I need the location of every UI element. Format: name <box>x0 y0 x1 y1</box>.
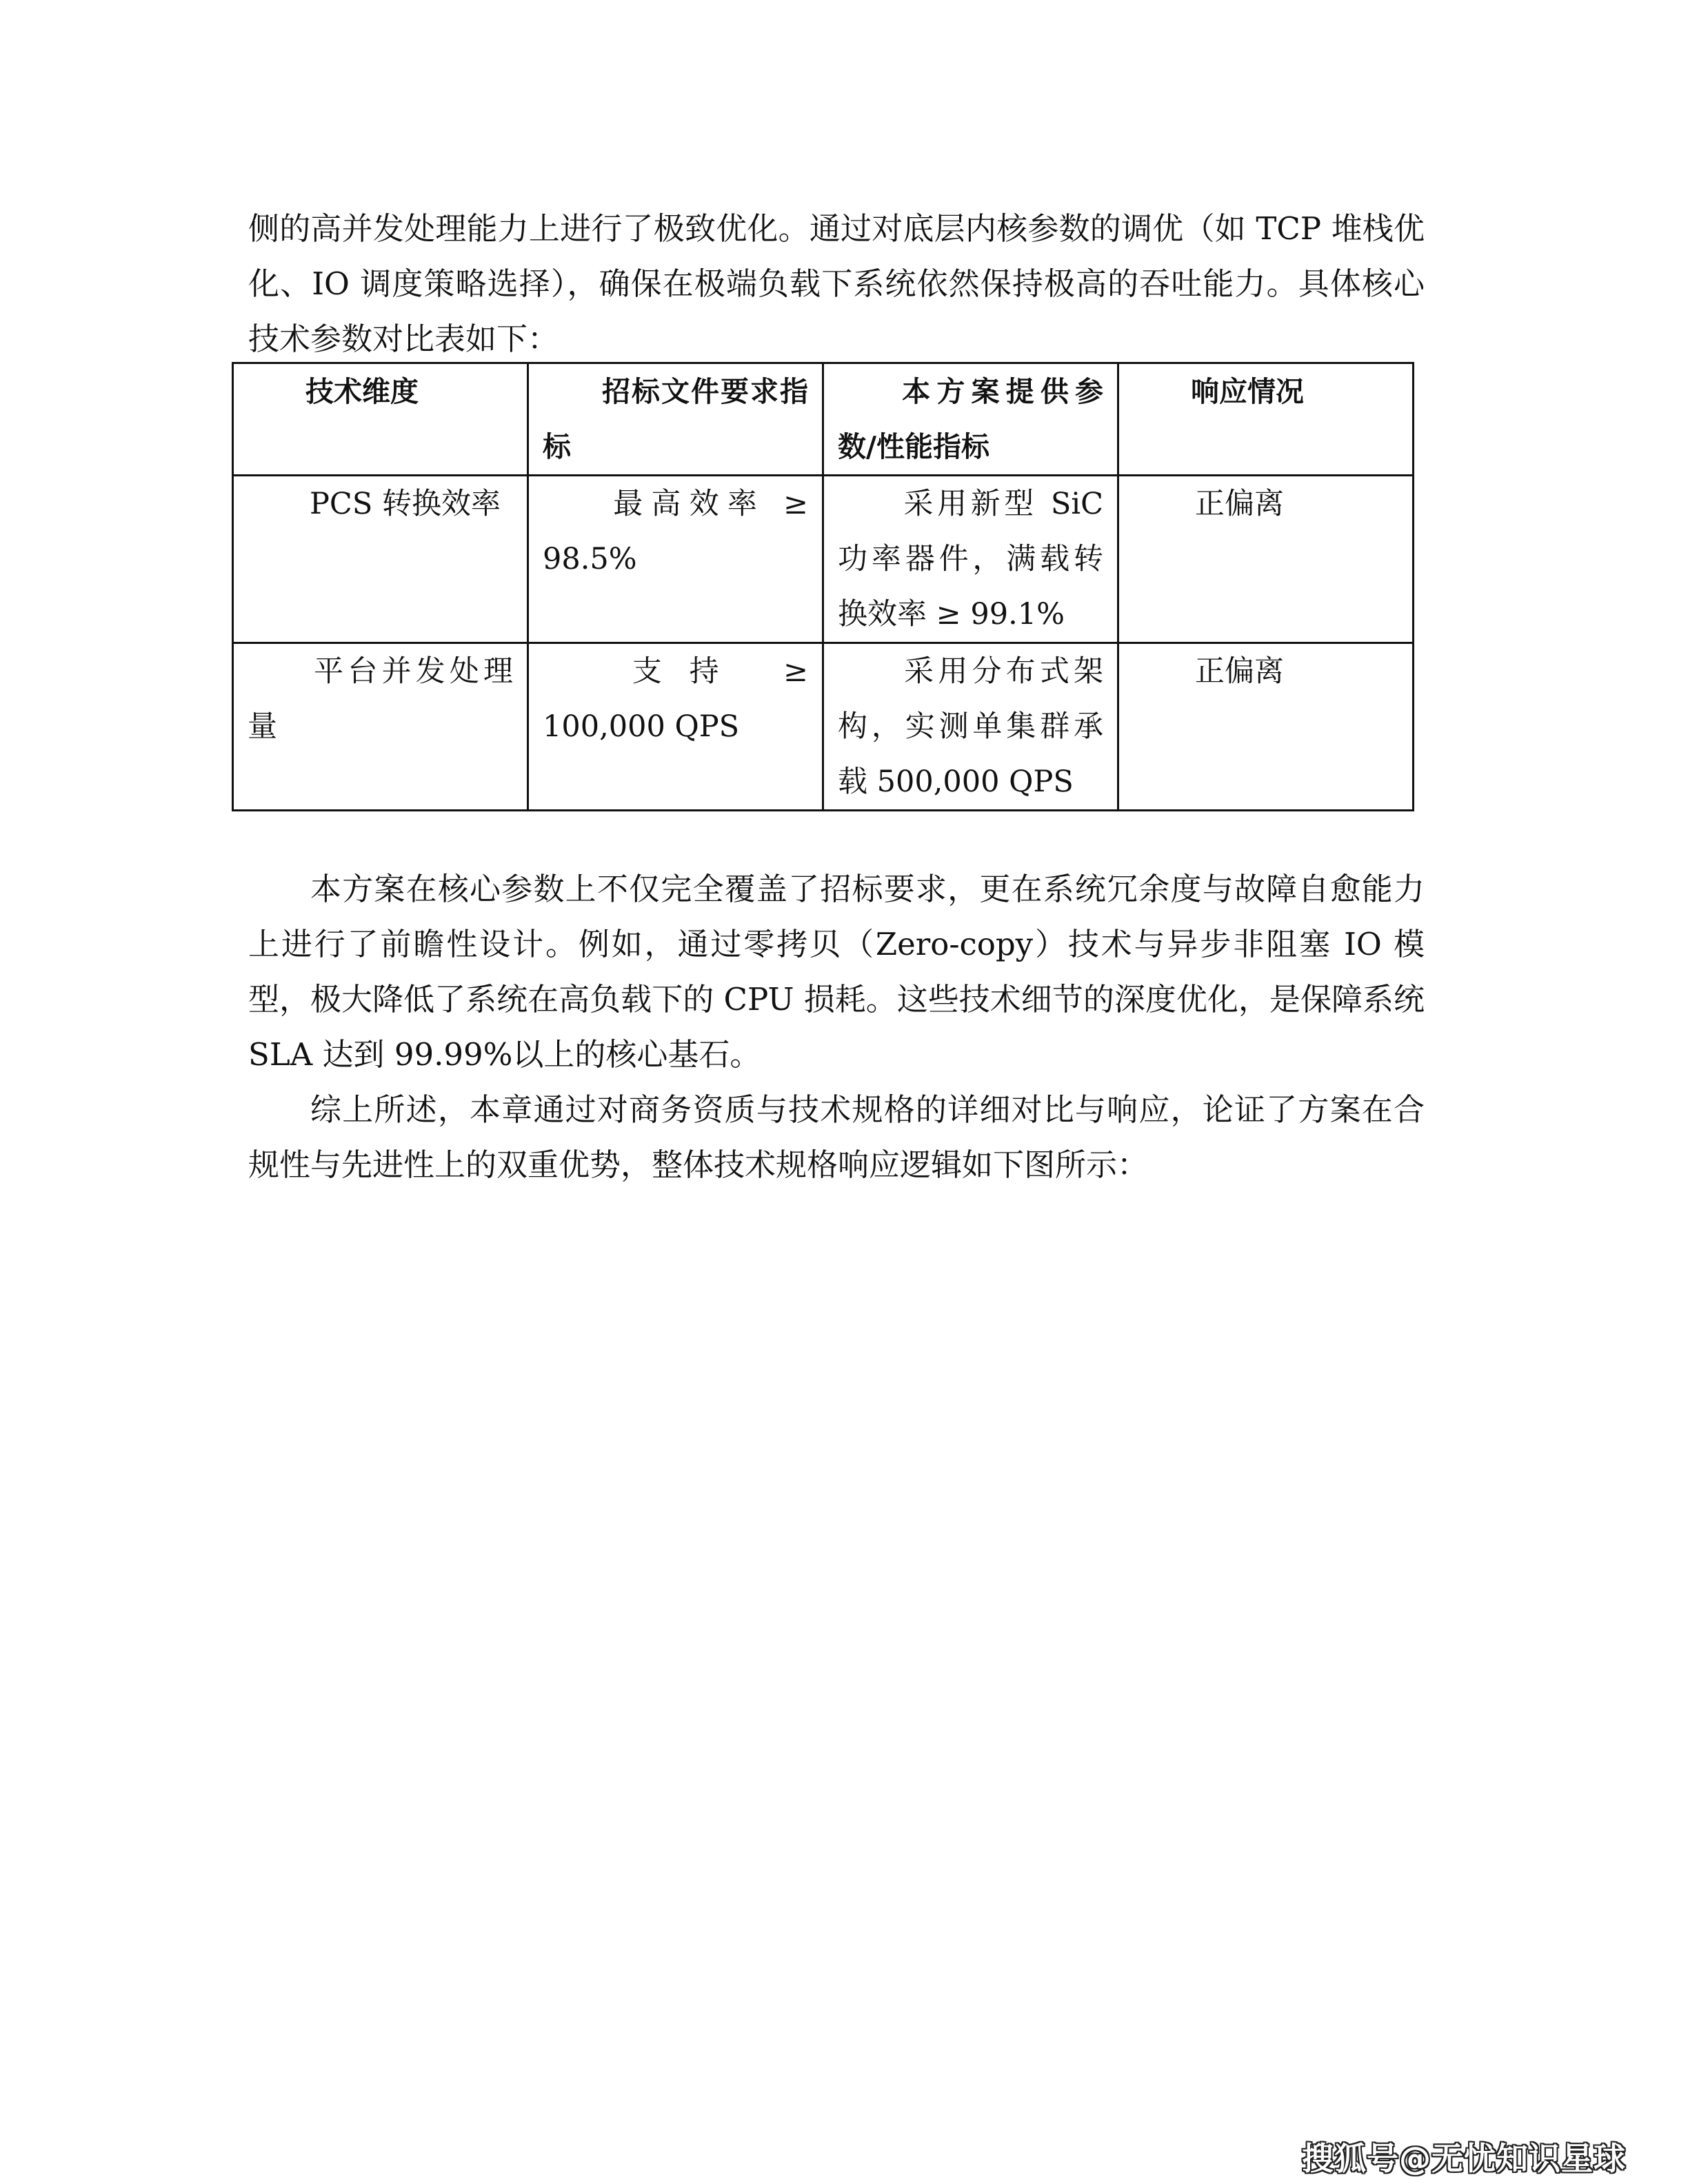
intro-paragraph: 侧的高并发处理能力上进行了极致优化。通过对底层内核参数的调优（如 TCP 堆栈优化、IO 调度策略选择），确保在极端负载下系统依然保持极高的吞吐能力。具体核心技术参数对比表如下： <box>248 210 1425 357</box>
cell-requirement: 支持 ≥ 100,000 QPS <box>528 643 823 811</box>
cell-dimension: 平台并发处理量 <box>233 643 528 811</box>
header-cell-requirement: 招标文件要求指标 <box>528 363 823 476</box>
table-row <box>233 476 1414 643</box>
cell-requirement: 最高效率 ≥ 98.5% <box>528 476 823 643</box>
header-cell-response: 响应情况 <box>1118 363 1414 476</box>
cell-proposal: 采用分布式架构，实测单集群承载 500,000 QPS <box>823 643 1118 811</box>
header-cell-proposal: 本方案提供参数/性能指标 <box>823 363 1118 476</box>
body-paragraph-1: 本方案在核心参数上不仅完全覆盖了招标要求，更在系统冗余度与故障自愈能力上进行了前瞻性设计。例如，通过零拷贝（Zero-copy）技术与异步非阻塞 IO 模型，极大降低了系统在高负载下的 CPU 损耗。这些技术细节的深度优化，是保障系统 SLA 达到 99.99%以上的核心基石。 <box>248 871 1425 1073</box>
cell-proposal: 采用新型 SiC 功率器件，满载转换效率 ≥ 99.1% <box>823 476 1118 643</box>
tech-spec-comparison-table <box>232 362 1414 811</box>
header-cell-dimension: 技术维度 <box>233 363 528 476</box>
body-paragraph-2: 综上所述，本章通过对商务资质与技术规格的详细对比与响应，论证了方案在合规性与先进性上的双重优势，整体技术规格响应逻辑如下图所示： <box>248 1091 1425 1183</box>
watermark: 搜狐号@无忧知识星球 <box>1302 2140 1626 2177</box>
table-row <box>233 643 1414 811</box>
cell-response: 正偏离 <box>1118 476 1414 643</box>
table-header-row <box>233 363 1414 476</box>
cell-response: 正偏离 <box>1118 643 1414 811</box>
cell-dimension: PCS 转换效率 <box>233 476 528 643</box>
